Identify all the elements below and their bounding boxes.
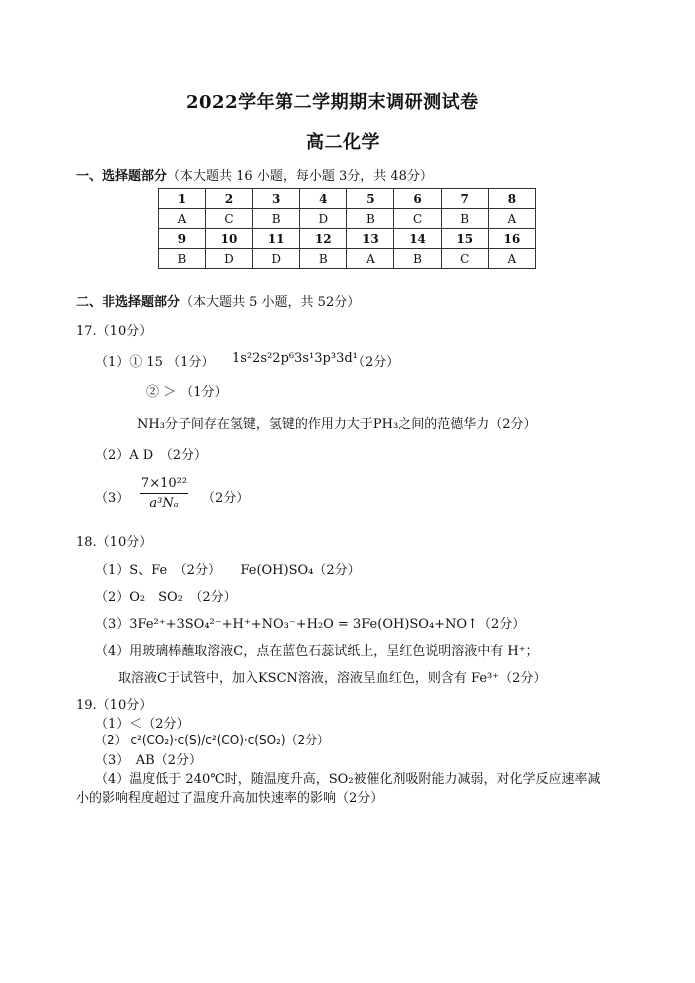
- q19-line-1: （1）＜（2分）: [95, 717, 190, 732]
- q17-fraction: [140, 476, 188, 511]
- question-number: 5: [347, 189, 394, 209]
- answer-cell: A: [347, 249, 394, 269]
- question-number: 11: [253, 229, 300, 249]
- answer-cell: D: [205, 249, 252, 269]
- question-number: 15: [441, 229, 488, 249]
- q17-line-3: NH₃分子间存在氢键，氢键的作用力大于PH₃之间的范德华力（2分）: [137, 417, 537, 432]
- answer-cell: B: [300, 249, 347, 269]
- q17-line-2: ② ＞ （1分）: [146, 385, 228, 400]
- q19-heading: 19.（10分）: [76, 698, 153, 713]
- q17-electron-config: 1s²2s²2p⁶3s¹3p³3d¹: [232, 351, 358, 366]
- question-number: 9: [159, 229, 206, 249]
- q17-line-4: （2）A D （2分）: [95, 448, 207, 463]
- answer-table-row: [159, 189, 536, 209]
- q19-line-2: （2） c²(CO₂)·c(S)/c²(CO)·c(SO₂)（2分）: [95, 733, 330, 747]
- answer-cell: D: [300, 209, 347, 229]
- answer-cell: C: [394, 209, 441, 229]
- question-number: 16: [488, 229, 535, 249]
- question-number: 14: [394, 229, 441, 249]
- answer-table-row: [159, 229, 536, 249]
- q19-line-5: 小的影响程度超过了温度升高加快速率的影响（2分）: [76, 791, 384, 806]
- q18-line-2: （2）O₂ SO₂ （2分）: [95, 590, 237, 605]
- question-number: 8: [488, 189, 535, 209]
- q18-heading: 18.（10分）: [76, 535, 153, 550]
- section1-heading-label: 一、选择题部分: [76, 169, 168, 184]
- answer-cell: A: [488, 249, 535, 269]
- answer-cell: B: [159, 249, 206, 269]
- q17-line-5-label: （3）: [95, 491, 130, 506]
- section1-heading-note: （本大题共 16 小题，每小题 3分，共 48分）: [167, 169, 433, 184]
- answer-cell: C: [205, 209, 252, 229]
- section2-heading-note: （本大题共 5 小题，共 52分）: [180, 295, 361, 310]
- answer-table-row: [159, 249, 536, 269]
- fraction-numerator: 7×10²²: [140, 476, 188, 494]
- q18-line-3: （3）3Fe²⁺+3SO₄²⁻+H⁺+NO₃⁻+H₂O = 3Fe(OH)SO₄+NO↑（2分）: [95, 617, 526, 632]
- q18-line-1: （1）S、Fe （2分） Fe(OH)SO₄（2分）: [95, 563, 361, 578]
- question-number: 12: [300, 229, 347, 249]
- section2-heading-label: 二、非选择题部分: [76, 295, 181, 310]
- answer-cell: B: [347, 209, 394, 229]
- question-number: 10: [205, 229, 252, 249]
- answer-cell: D: [253, 249, 300, 269]
- q17-line-1a: （1）① 15 （1分）: [95, 355, 215, 370]
- page-subtitle: 高二化学: [306, 132, 380, 153]
- question-number: 4: [300, 189, 347, 209]
- question-number: 2: [205, 189, 252, 209]
- answer-cell: C: [441, 249, 488, 269]
- answer-table-row: [159, 209, 536, 229]
- page-title: 2022学年第二学期期末调研测试卷: [186, 92, 479, 113]
- section2-heading: [76, 291, 360, 310]
- q19-line-3: （3） AB（2分）: [95, 753, 202, 768]
- question-number: 6: [394, 189, 441, 209]
- answer-cell: B: [394, 249, 441, 269]
- question-number: 13: [347, 229, 394, 249]
- question-number: 1: [159, 189, 206, 209]
- q17-line-5-score: （2分）: [202, 491, 250, 506]
- q18-line-5: 取溶液C于试管中，加入KSCN溶液，溶液呈血红色，则含有 Fe³⁺（2分）: [118, 671, 547, 686]
- question-number: 3: [253, 189, 300, 209]
- answer-cell: B: [253, 209, 300, 229]
- question-number: 7: [441, 189, 488, 209]
- fraction-denominator: a³Nₐ: [149, 496, 179, 511]
- answer-table: [158, 188, 536, 269]
- answer-cell: B: [441, 209, 488, 229]
- section1-heading: [76, 165, 433, 184]
- q17-line-1b-score: （2分）: [352, 355, 400, 370]
- q19-line-4: （4）温度低于 240℃时，随温度升高，SO₂被催化剂吸附能力减弱，对化学反应速率减: [95, 772, 601, 787]
- q18-line-4: （4）用玻璃棒蘸取溶液C，点在蓝色石蕊试纸上，呈红色说明溶液中有 H⁺；: [95, 644, 539, 659]
- answer-cell: A: [488, 209, 535, 229]
- q17-heading: 17.（10分）: [76, 324, 153, 339]
- answer-cell: A: [159, 209, 206, 229]
